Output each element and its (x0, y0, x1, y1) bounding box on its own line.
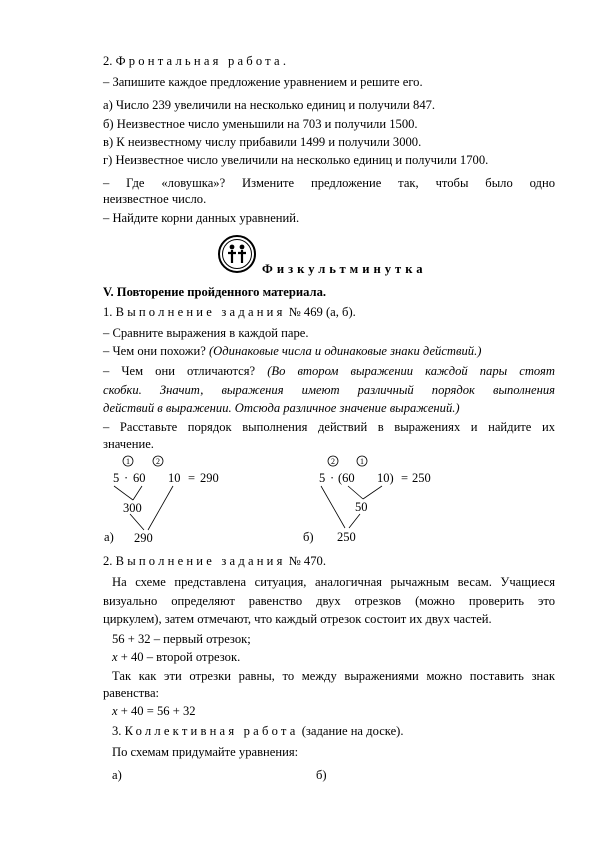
diagram-a-label: а) (104, 530, 114, 544)
order-mark: 2 (156, 457, 160, 466)
task-reference: № 469 (а, б). (288, 305, 356, 319)
diff-answer-line3: действий в выражении. Отсюда различное значение выражений.) (103, 401, 460, 415)
second-segment (112, 650, 564, 665)
expr-number: 10 (168, 471, 181, 485)
section-2-intro: – Запишите каждое предложение уравнением и решите его. (103, 75, 423, 89)
resulting-equation (112, 704, 564, 719)
diff-question-line1 (103, 364, 555, 379)
expr-number: 5 (319, 471, 326, 485)
variable-x: x (112, 650, 118, 664)
expr-result: 250 (412, 471, 431, 485)
compare-instruction: – Сравните выражения в каждой паре. (103, 326, 309, 340)
task-2-heading (103, 554, 555, 569)
task-number: 3. (112, 724, 122, 738)
expr-operator: · (330, 471, 335, 485)
physical-break-title: Физкультминутка (262, 262, 427, 276)
final-value: 250 (337, 530, 356, 544)
answer-text: (Одинаковые числа и одинаковые знаки действий.) (208, 344, 482, 358)
conclusion-line2: равенства: (103, 686, 160, 700)
question-text: – Чем они отличаются? (103, 364, 256, 378)
task-3-instruction: По схемам придумайте уравнения: (112, 745, 299, 759)
question-text: – Чем они похожи? (103, 344, 206, 358)
order-mark: 2 (331, 457, 335, 466)
two-people-icon (216, 234, 258, 274)
section-title: Фронтальная работа. (115, 54, 290, 68)
segment-text: + 40 – второй отрезок. (117, 650, 241, 664)
equation-item-d: г) Неизвестное число увеличили на несколько единиц и получили 1700. (103, 153, 489, 167)
order-mark: 1 (126, 457, 130, 466)
expr-number: (60 (338, 471, 355, 485)
similar-question (103, 344, 555, 359)
expr-operator: · (124, 471, 129, 485)
expr-result: 290 (200, 471, 219, 485)
expr-number: 5 (113, 471, 120, 485)
diagram-b-label: б) (303, 530, 314, 544)
task-3-label-b: б) (316, 768, 327, 782)
answer-text: (Во втором выражении каждой пары стоят (267, 364, 555, 378)
task-2-paragraph-line3: циркулем), затем отмечают, что каждый отрезок состоит их двух частей. (103, 612, 492, 626)
task-2-paragraph-line2: визуально определяют равенство двух отрезков (можно проверить это (103, 594, 555, 608)
task-3-label-a: а) (112, 768, 122, 782)
expr-number: 10) (377, 471, 394, 485)
trap-question-line1: – Где «ловушка»? Измените предложение так, чтобы было одно (103, 176, 555, 190)
find-roots: – Найдите корни данных уравнений. (103, 211, 300, 225)
task-reference: № 470. (288, 554, 326, 568)
first-segment: 56 + 32 – первый отрезок; (112, 632, 251, 646)
task-number: 2. (103, 554, 113, 568)
equation-item-a: а) Число 239 увеличили на несколько единиц и получили 847. (103, 98, 436, 112)
order-instruction-line1: – Расставьте порядок выполнения действий в выражениях и найдите их (103, 420, 555, 434)
intermediate-value: 300 (123, 501, 142, 515)
task-number: 1. (103, 305, 113, 319)
order-mark: 1 (360, 457, 364, 466)
intermediate-value: 50 (355, 500, 368, 514)
task-title: Выполнение задания (115, 305, 286, 319)
task-2-paragraph-line1: На схеме представлена ситуация, аналогичная рычажным весам. Учащиеся (112, 575, 555, 589)
expr-operator: = (401, 471, 409, 485)
section-2-heading (103, 54, 555, 69)
equation-item-c: в) К неизвестному числу прибавили 1499 и получили 3000. (103, 135, 422, 149)
equation-item-b: б) Неизвестное число уменьшили на 703 и получили 1500. (103, 117, 418, 131)
conclusion-line1: Так как эти отрезки равны, то между выражениями можно поставить знак (112, 669, 555, 683)
trap-question-line2: неизвестное число. (103, 192, 207, 206)
task-title: Коллективная работа (124, 724, 299, 738)
section-number: 2. (103, 54, 113, 68)
task-3-heading (112, 724, 564, 739)
task-note: (задание на доске). (301, 724, 404, 738)
diagram-b (305, 452, 505, 544)
task-title: Выполнение задания (115, 554, 286, 568)
expr-number: 60 (133, 471, 146, 485)
task-1-heading (103, 305, 555, 320)
expr-operator: = (188, 471, 196, 485)
final-value: 290 (134, 531, 153, 544)
order-instruction-line2: значение. (103, 437, 154, 451)
section-5-title: V. Повторение пройденного материала. (103, 285, 327, 299)
diff-answer-line2: скобки. Значит, выражения имеют различный порядок выполнения (103, 383, 555, 397)
equation-text: + 40 = 56 + 32 (117, 704, 196, 718)
variable-x: x (112, 704, 118, 718)
